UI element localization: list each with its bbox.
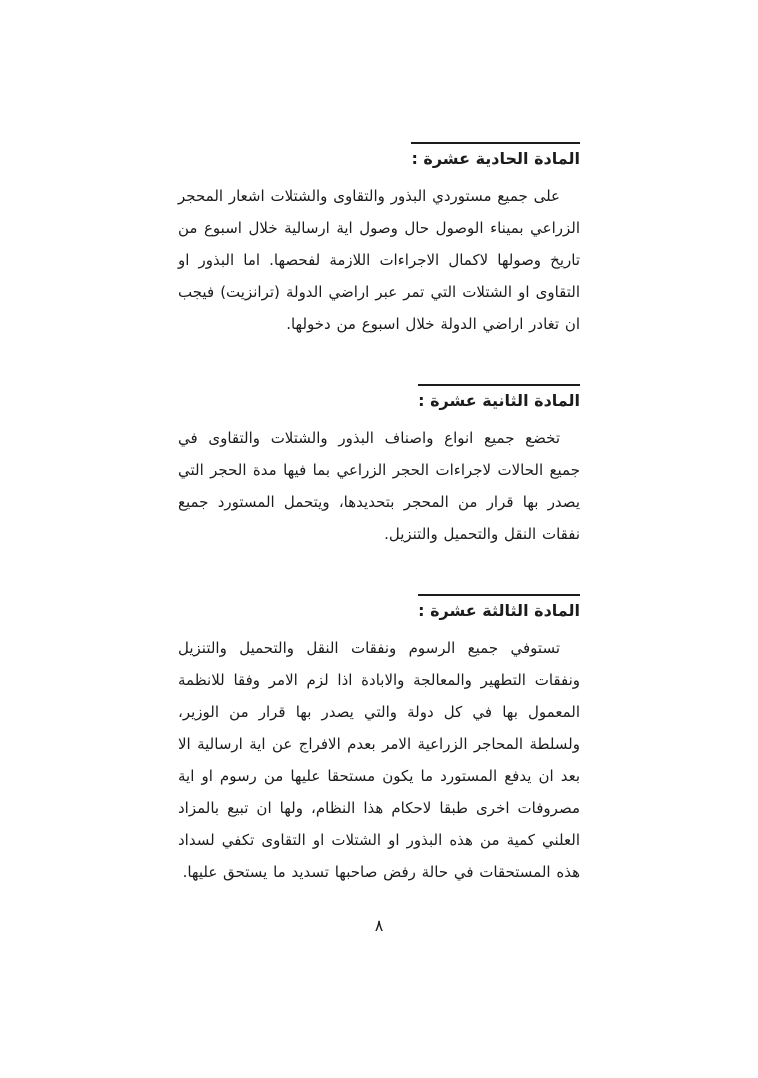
article-twelve <box>178 384 580 550</box>
article-eleven <box>178 142 580 340</box>
article-thirteen-body: تستوفي جميع الرسوم ونفقات النقل والتحميل والتنزيل ونفقات التطهير والمعالجة والابادة اذا لزم الامر وفقا للانظمة المعمول بها في كل دولة والتي يصدر بها قرار من الوزير، ولسلطة المحاجر الزراعية الامر بعدم الافراج عن اية ارسالية الا بعد ان يدفع المستورد ما يكون مستحقا عليها من رسوم او اية مصروفات اخرى طبقا لاحكام هذا النظام، ولها ان تبيع بالمزاد العلني كمية من هذه البذور او الشتلات او التقاوى تكفي لسداد هذه المستحقات في حالة رفض صاحبها تسديد ما يستحق عليها. <box>178 639 580 881</box>
article-twelve-body: تخضع جميع انواع واصناف البذور والشتلات والتقاوى في جميع الحالات لاجراءات الحجر الزراعي بما فيها مدة الحجر التي يصدر بها قرار من المحجر بتحديدها، ويتحمل المستورد جميع نفقات النقل والتحميل والتنزيل. <box>178 429 580 543</box>
article-thirteen-heading: المادة الثالثة عشرة : <box>418 594 580 620</box>
article-eleven-heading: المادة الحادية عشرة : <box>411 142 580 168</box>
article-twelve-heading: المادة الثانية عشرة : <box>418 384 580 410</box>
document-content <box>178 142 580 932</box>
article-eleven-body: على جميع مستوردي البذور والتقاوى والشتلات اشعار المحجر الزراعي بميناء الوصول حال وصول اية ارسالية خلال اسبوع من تاريخ وصولها لاكمال الاجراءات اللازمة لفحصها. اما البذور او التقاوى او الشتلات التي تمر عبر اراضي الدولة (ترانزيت) فيجب ان تغادر اراضي الدولة خلال اسبوع من دخولها. <box>178 187 580 333</box>
page-number: ٨ <box>374 916 384 935</box>
article-thirteen <box>178 594 580 888</box>
